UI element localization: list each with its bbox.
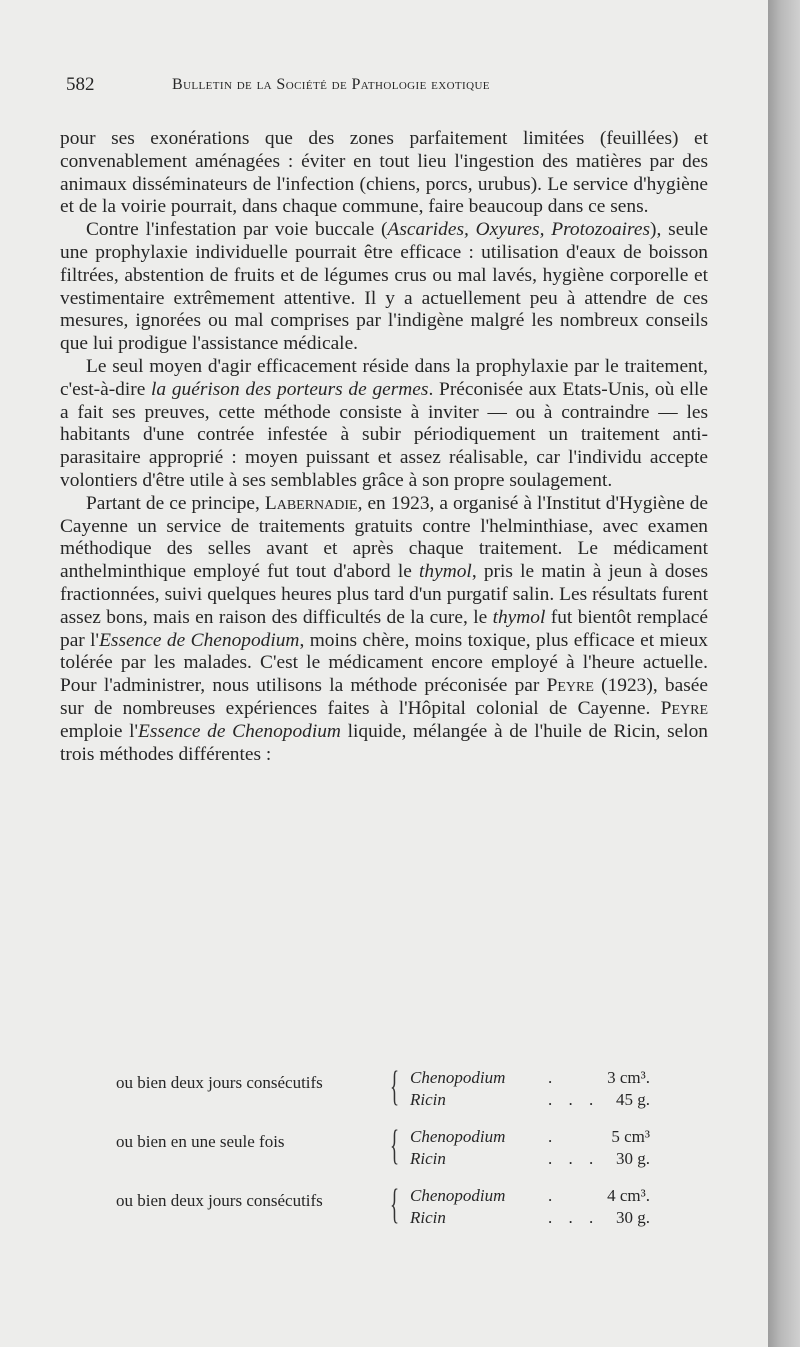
- dosage-line: [410, 1149, 650, 1171]
- drug-chenopodium: Essence de Chenopodium: [99, 629, 300, 651]
- paragraph-4-text-m: emploie l': [60, 720, 139, 742]
- paragraph-4-text-a: Partant de ce principe,: [86, 492, 265, 514]
- book-gutter: [768, 0, 800, 1347]
- drug-thymol-2: thymol: [492, 606, 546, 628]
- paragraph-1: pour ses exonérations que des zones parfaitement limitées (feuillées) et convenablement aménagées : éviter en tout lieu l'ingestion des matières par des animaux disséminateurs de l'infection (chiens, porcs, urubus). Le service d'hygiène et de la voirie pourrait, dans chaque commune, faire beaucoup dans ce sens.: [60, 128, 708, 218]
- dosage-line: [410, 1186, 650, 1208]
- paragraph-4-text-k: (1923), basée sur de nombreuses expériences faites à l'Hôpital colonial de Cayenne.: [60, 675, 708, 719]
- dosage-row: [116, 1123, 656, 1175]
- dosage-line: [410, 1068, 650, 1090]
- leader-dots: . . .: [548, 1208, 600, 1227]
- drug-name: Ricin: [410, 1090, 446, 1109]
- author-peyre: Peyre: [546, 675, 594, 697]
- drug-thymol: thymol: [419, 561, 472, 583]
- dosage-line: [410, 1090, 650, 1112]
- paragraph-3-text-c: . Préconisée aux Etats-Unis, où elle a fait ses preuves, cette méthode consiste à inviter — ou à contraindre — les habitants d'une contrée infestée à subir périodiquement un traitement anti-parasitaire approprié : moyen puissant et assez réalisable, car l'individu accepte volontiers d'être utile à ses semblables grâce à son propre soulagement.: [60, 378, 708, 491]
- drug-name: Chenopodium: [410, 1068, 506, 1087]
- dosage-label: ou bien deux jours consécutifs: [116, 1073, 323, 1092]
- paragraph-2: [60, 219, 708, 356]
- drug-quantity: 30 g.: [616, 1208, 650, 1227]
- author-peyre-2: Peyre: [660, 697, 708, 719]
- paragraph-3-text-a: Le seul moyen d'agir efficacement réside dans la prophylaxie par le traitement, c'est-à-dire: [60, 355, 708, 400]
- dosage-label: ou bien deux jours consécutifs: [116, 1191, 323, 1210]
- leader-dots: . . .: [548, 1090, 600, 1109]
- dosage-line: [410, 1208, 650, 1230]
- leader-dots: .: [548, 1127, 559, 1146]
- dosage-row: [116, 1182, 656, 1234]
- drug-quantity: 45 g.: [616, 1090, 650, 1109]
- running-title: Bulletin de la Société de Pathologie exotique: [172, 76, 490, 93]
- emphasis-carriers-cure: la guérison des porteurs de germes: [151, 378, 429, 400]
- drug-quantity: 4 cm³.: [607, 1186, 650, 1205]
- dosage-label: ou bien en une seule fois: [116, 1132, 285, 1151]
- paragraph-2-text-c: ), seule une prophylaxie individuelle pourrait être efficace : utilisation d'eaux de boisson filtrées, abstention de fruits et de légumes crus ou mal lavés, hygiène corporelle et vestimentaire extrêmement attentive. Il y a actuellement peu à attendre de ces mesures, ignorées ou mal comprises par l'indigène malgré les nombreux conseils que lui prodigue l'assistance médicale.: [60, 219, 709, 355]
- drug-name: Ricin: [410, 1208, 446, 1227]
- dosage-row: [116, 1064, 656, 1116]
- paragraph-4-text-c: , en 1923, a organisé à l'Institut d'Hygiène de Cayenne un service de traitements gratuits contre l'helminthiase, avec examen méthodique des selles avant et après chaque traitement. Le médicament anthelminthique employé fut tout d'abord le: [60, 492, 708, 583]
- brace-icon: {: [390, 1123, 400, 1169]
- paragraph-4-text-g: fut bientôt remplacé par l': [60, 606, 708, 651]
- leader-dots: .: [548, 1186, 559, 1205]
- author-labernadie: Labernadie: [264, 492, 358, 514]
- paragraph-4-text-i: , moins chère, moins toxique, plus efficace et mieux tolérée par les malades. C'est le médicament encore employé à l'heure actuelle. Pour l'administrer, nous utilisons la méthode préconisée par: [60, 629, 708, 697]
- dosage-line: [410, 1127, 650, 1149]
- drug-quantity: 30 g.: [616, 1149, 650, 1168]
- drug-name: Chenopodium: [410, 1127, 506, 1146]
- paragraph-4: [60, 493, 708, 767]
- leader-dots: .: [548, 1068, 559, 1087]
- brace-icon: {: [390, 1182, 400, 1228]
- body-text: [60, 128, 708, 766]
- drug-quantity: 5 cm³: [611, 1127, 650, 1146]
- page-number: 582: [66, 74, 95, 95]
- dosage-list: [116, 1064, 656, 1245]
- page-header: [66, 74, 716, 100]
- brace-icon: {: [390, 1064, 400, 1110]
- drug-name: Ricin: [410, 1149, 446, 1168]
- drug-name: Chenopodium: [410, 1186, 506, 1205]
- paragraph-4-text-e: , pris le matin à jeun à doses fractionnées, suivi quelques heures plus tard d'un purgatif salin. Les résultats furent assez bons, mais en raison des difficultés de la cure, le: [60, 561, 708, 628]
- paragraph-2-text-a: Contre l'infestation par voie buccale (: [86, 219, 388, 241]
- paragraph-3: [60, 356, 708, 493]
- leader-dots: . . .: [548, 1149, 600, 1168]
- parasite-names: Ascarides, Oxyures, Protozoaires: [387, 219, 651, 241]
- paragraph-4-text-o: liquide, mélangée à de l'huile de Ricin, selon trois méthodes différentes :: [60, 720, 708, 765]
- drug-chenopodium-2: Essence de Chenopodium: [138, 720, 341, 742]
- drug-quantity: 3 cm³.: [607, 1068, 650, 1087]
